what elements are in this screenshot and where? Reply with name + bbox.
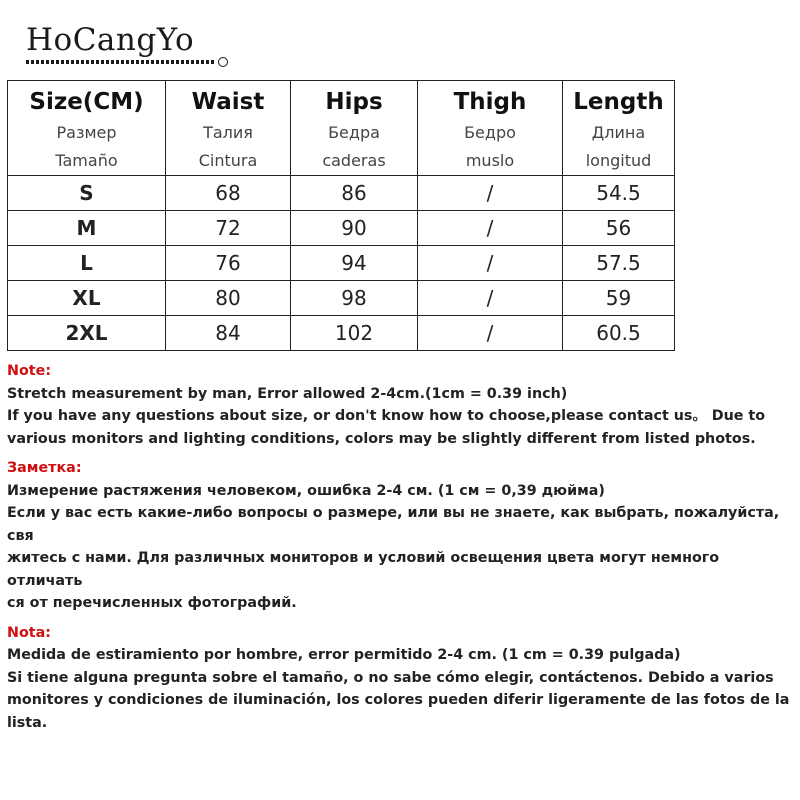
header-label-ru: Бедра (328, 123, 380, 142)
cell-size: S (8, 176, 166, 211)
note-title: Nota: (7, 624, 51, 641)
cell-thigh: / (418, 246, 563, 281)
cell-size: L (8, 246, 166, 281)
header-label-en: Size(CM) (29, 89, 144, 115)
note-line: monitores y condiciones de iluminación, los colores pueden diferir ligeramente de las fotos de la (7, 692, 790, 708)
header-label-en: Length (573, 89, 664, 115)
note-line: Измерение растяжения человеком, ошибка 2-4 см. (1 см = 0,39 дюйма) (7, 482, 605, 499)
header-waist (166, 81, 291, 176)
cell-thigh: / (418, 281, 563, 316)
cell-hips: 94 (291, 246, 418, 281)
note-block-en (7, 360, 797, 450)
cell-length: 60.5 (563, 316, 675, 351)
cell-length: 59 (563, 281, 675, 316)
note-line: various monitors and lighting conditions, colors may be slightly different from listed photos. (7, 430, 756, 447)
cell-waist: 72 (166, 211, 291, 246)
table-row (8, 316, 675, 351)
note-line: Medida de estiramiento por hombre, error permitido 2-4 cm. (1 cm = 0.39 pulgada) (7, 647, 681, 663)
header-label-ru: Размер (56, 123, 117, 142)
note-line: Si tiene alguna pregunta sobre el tamaño, o no sabe cómo elegir, contáctenos. Debido a varios (7, 669, 774, 686)
note-block-ru (7, 457, 797, 615)
cell-length: 57.5 (563, 246, 675, 281)
logo-zipper-line (26, 60, 216, 64)
header-label-es: longitud (585, 151, 652, 170)
cell-thigh: / (418, 176, 563, 211)
header-size (8, 81, 166, 176)
cell-hips: 102 (291, 316, 418, 351)
cell-thigh: / (418, 211, 563, 246)
cell-length: 54.5 (563, 176, 675, 211)
note-line: lista. (7, 714, 48, 731)
cell-waist: 80 (166, 281, 291, 316)
cell-size: M (8, 211, 166, 246)
cell-length: 56 (563, 211, 675, 246)
header-label-es: muslo (465, 151, 515, 170)
note-line: Stretch measurement by man, Error allowed 2-4cm.(1cm = 0.39 inch) (7, 385, 568, 402)
header-label-ru: Бедро (464, 123, 516, 142)
cell-waist: 68 (166, 176, 291, 211)
note-title: Note: (7, 363, 52, 379)
note-line: ся от перечисленных фотографий. (7, 595, 297, 611)
cell-hips: 86 (291, 176, 418, 211)
header-thigh (418, 81, 563, 176)
notes-section (7, 360, 797, 741)
cell-waist: 84 (166, 316, 291, 351)
table-row (8, 176, 675, 211)
note-line: Если у вас есть какие-либо вопросы о размере, или вы не знаете, как выбрать, пожалуйста, свя (7, 505, 780, 544)
note-block-es (7, 622, 797, 735)
brand-logo (26, 22, 236, 68)
cell-size: 2XL (8, 316, 166, 351)
header-label-es: caderas (322, 151, 386, 170)
header-label-es: Cintura (198, 151, 258, 170)
table-row (8, 211, 675, 246)
cell-waist: 76 (166, 246, 291, 281)
header-label-en: Thigh (453, 89, 527, 115)
table-row (8, 281, 675, 316)
header-label-en: Hips (325, 89, 383, 115)
cell-hips: 98 (291, 281, 418, 316)
cell-size: XL (8, 281, 166, 316)
header-label-ru: Длина (591, 123, 646, 142)
header-label-es: Tamaño (55, 151, 118, 170)
cell-hips: 90 (291, 211, 418, 246)
note-line: житесь с нами. Для различных мониторов и условий освещения цвета могут немного отличать (7, 550, 720, 589)
header-label-ru: Талия (203, 123, 253, 142)
table-row (8, 246, 675, 281)
cell-thigh: / (418, 316, 563, 351)
logo-text: HoCangYo (26, 22, 195, 58)
logo-ring-icon (218, 57, 228, 67)
header-label-en: Waist (191, 89, 265, 115)
note-line: If you have any questions about size, or don't know how to choose,please contact us。 Due to (7, 408, 766, 424)
size-chart-table (7, 80, 675, 351)
header-hips (291, 81, 418, 176)
note-title: Заметка: (7, 460, 82, 476)
header-length (563, 81, 675, 176)
table-header-row (8, 81, 675, 176)
